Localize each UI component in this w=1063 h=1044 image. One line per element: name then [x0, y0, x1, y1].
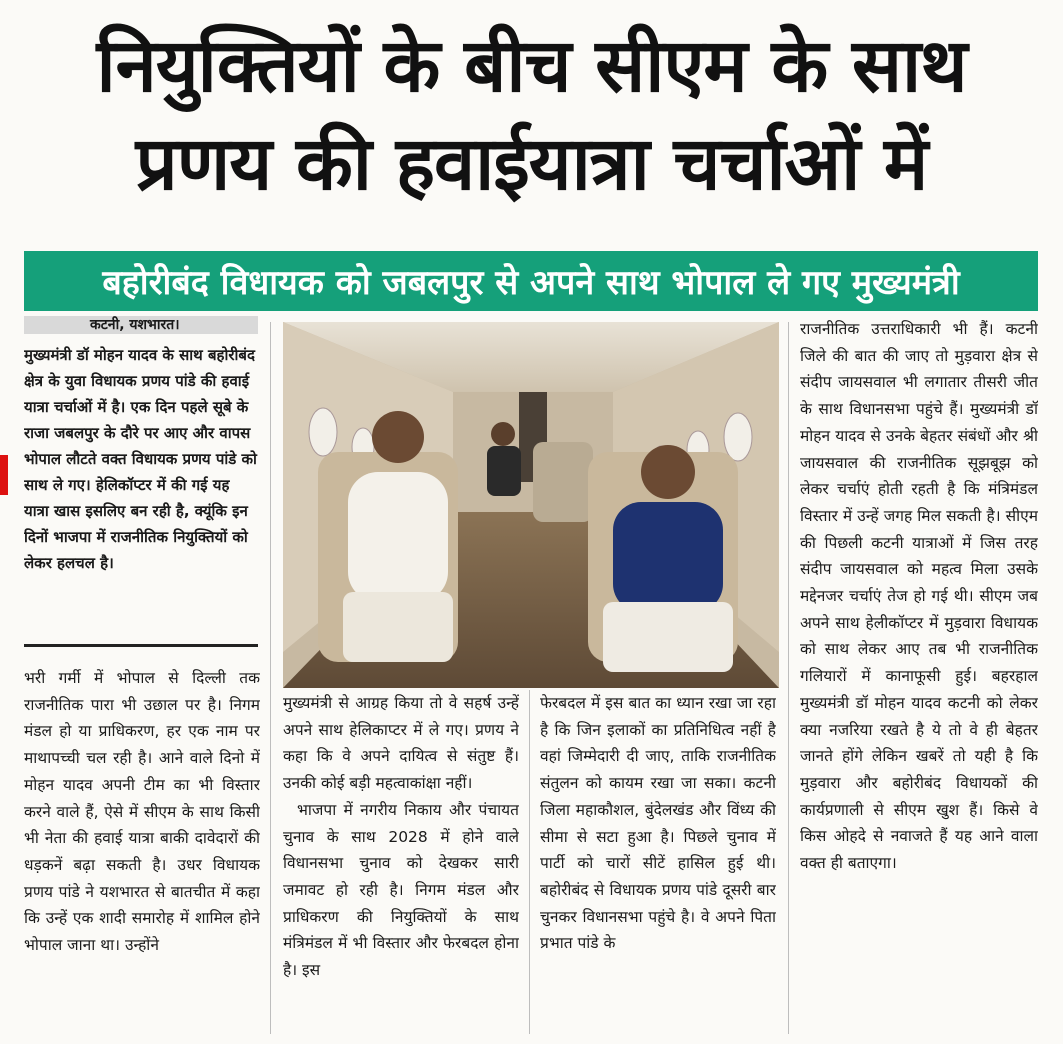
headline-line-1: नियुक्तियों के बीच सीएम के साथ: [96, 23, 967, 109]
dateline: कटनी, यशभारत।: [24, 316, 258, 334]
column-rule-2: [529, 690, 530, 1034]
article-column-4: [800, 316, 1038, 1034]
article-column-3: [540, 690, 776, 1035]
article-column-1: [24, 665, 260, 1035]
column-2-paragraph-1: मुख्यमंत्री से आग्रह किया तो वे सहर्ष उन्हें अपने साथ हेलिकाप्टर में ले गए। प्रणय ने कहा कि वे अपने दायित्व से संतुष्ट हैं। उनकी कोई बड़ी महत्वाकांक्षा नहीं।: [283, 694, 519, 793]
intro-paragraph: मुख्यमंत्री डॉ मोहन यादव के साथ बहोरीबंद क्षेत्र के युवा विधायक प्रणय पांडे की हवाई यात्रा चर्चाओं में है। एक दिन पहले सूबे के राजा जबलपुर के दौरे पर आए और वापस भोपाल लौटते वक्त विधायक प्रणय पांडे को साथ ले गए। हेलिकॉप्टर में की गई यह यात्रा खास इसलिए बन रही है, क्यूंकि इन दिनों भाजपा में राजनीतिक नियुक्तियों को लेकर हलचल है।: [24, 346, 257, 572]
column-1-text: भरी गर्मी में भोपाल से दिल्ली तक राजनीतिक पारा भी उछाल पर है। निगम मंडल हो या प्राधिकरण, हर एक नाम पर माथापच्ची चल रही है। आने वाले दिनो में मोहन यादव अपनी टीम का भी विस्तार करने वाले हैं, ऐसे में सीएम के साथ किसी भी नेता की हवाई यात्रा बाकी दावेदारों की धड़कनें बढ़ा सकती है। उधर विधायक प्रणय पांडे ने यशभारत से बातचीत में कहा कि उन्हें एक शादी समारोह में शामिल होने भोपाल जाना था। उन्होंने: [24, 669, 260, 955]
photo-illustration: [283, 322, 779, 688]
column-3-text: फेरबदल में इस बात का ध्यान रखा जा रहा है कि जिन इलाकों का प्रतिनिधित्व नहीं है वहां जिम्मेदारी दी जाए, ताकि राजनीतिक संतुलन को कायम रखा जा सका। कटनी जिला महाकौशल, बुंदेलखंड और विंध्य की सीमा से सटा हुआ है। पिछले चुनाव में पार्टी को चारों सीटें हासिल हुई थी। बहोरीबंद से विधायक प्रणय पांडे दूसरी बार चुनकर विधानसभा पहुंचे है। वे अपने पिता प्रभात पांडे के: [540, 694, 776, 953]
headline-line-2: प्रणय की हवाईयात्रा चर्चाओं में: [135, 121, 928, 207]
column-rule-1: [270, 322, 271, 1034]
article-column-2: [283, 690, 519, 1035]
news-photo-aircraft-cabin: [283, 322, 779, 688]
column-rule-3: [788, 322, 789, 1034]
intro-divider: [24, 644, 258, 647]
column-4-text: राजनीतिक उत्तराधिकारी भी हैं। कटनी जिले की बात की जाए तो मुड़वारा क्षेत्र से संदीप जायसवाल भी लगातार तीसरी जीत के साथ विधानसभा पहुंचे हैं। मुख्यमंत्री डॉ मोहन यादव से उनके बेहतर संबंधों और श्री जायसवाल की राजनीतिक सूझबूझ को लेकर चर्चाएं होती रहती है कि मंत्रिमंडल विस्तार में उन्हें जगह मिल सकती है। सीएम की पिछली कटनी यात्राओं में जिस तरह संदीप जायसवाल को महत्व मिला उसके मद्देनजर चर्चाएं तेज हो गई थी। सीएम जब अपने साथ हेलीकॉप्टर में मुड़वारा विधायक को साथ लेकर आए तब भी राजनीतिक गलियारों में कानाफूसी हुई। बहरहाल मुख्यमंत्री डॉ मोहन यादव कटनी को लेकर क्या नजरिया रखते है ये तो वे ही बेहतर जानते होंगे लेकिन खबरें तो यही है कि मुड़वारा और बहोरीबंद विधायकों की कार्यप्रणाली से सीएम खुश हैं। किसे वे किस ओहदे से नवाजते हैं यह आने वाला वक्त ही बताएगा।: [800, 320, 1038, 873]
subheadline-text: बहोरीबंद विधायक को जबलपुर से अपने साथ भोपाल ले गए मुख्यमंत्री: [102, 263, 960, 303]
subheadline-banner: [24, 251, 1038, 311]
left-edge-color-mark: [0, 455, 8, 495]
column-2-paragraph-2: भाजपा में नगरीय निकाय और पंचायत चुनाव के साथ 2028 में होने वाले विधानसभा चुनाव को देखकर सारी जमावट हो रही है। निगम मंडल और प्राधिकरण की नियुक्तियों के साथ मंत्रिमंडल में भी विस्तार और फेरबदल होना है। इस: [283, 800, 519, 980]
